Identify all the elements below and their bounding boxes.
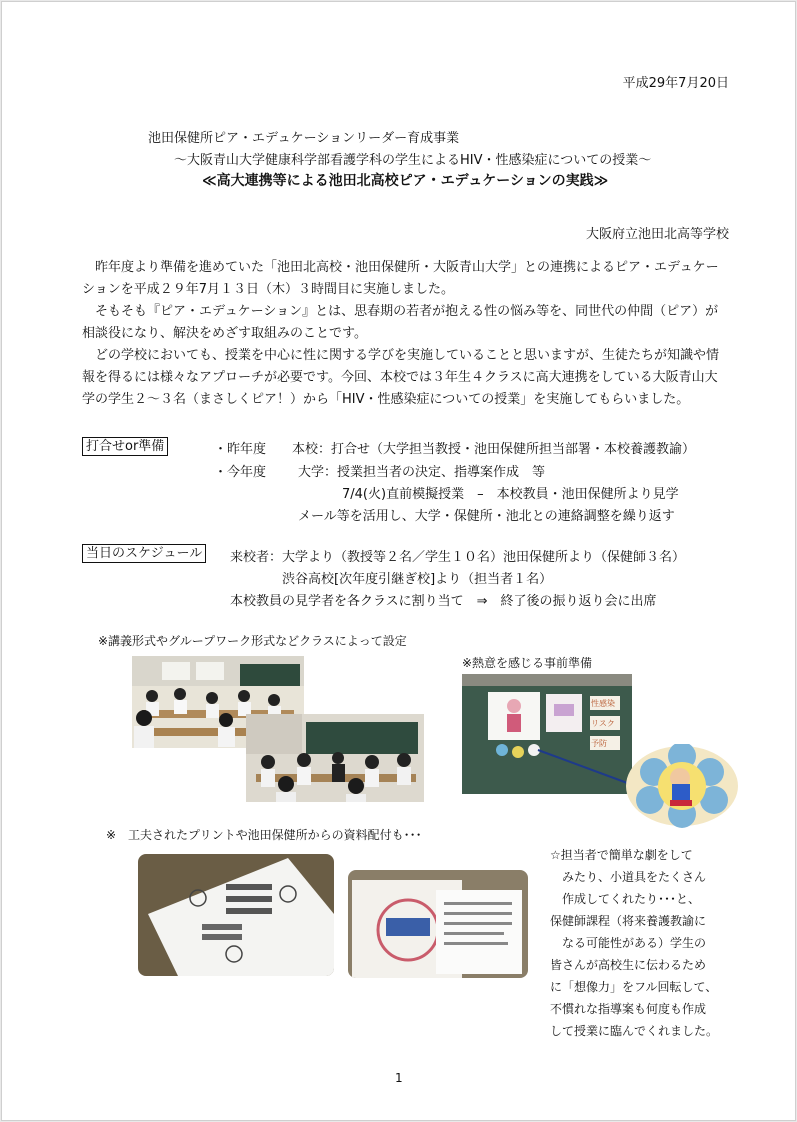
prep-label: 打合せor準備 (82, 437, 168, 456)
handout-photo-1 (138, 854, 334, 976)
para-3b: 報を得るには様々なアプローチが必要です。今回、本校では３年生４クラスに高大連携をしている大阪青山大 (82, 370, 718, 385)
note-line-9: して授業に臨んでくれました。 (550, 1024, 719, 1038)
schedule-row1: 来校者：大学より（教授等２名／学生１０名）池田保健所より（保健師３名） (230, 550, 686, 565)
character-prop-illustration (624, 744, 740, 828)
student-note (550, 844, 718, 1042)
body-text (82, 257, 732, 411)
prep-row3-text: 7/4(火)直前模擬授業 – 本校教員・池田保健所より見学 (342, 487, 679, 502)
caption-2: ※熱意を感じる事前準備 (462, 656, 593, 670)
prep-row2-text: 大学：授業担当者の決定、指導案作成 等 (298, 465, 546, 480)
document-date: 平成29年7月20日 (622, 76, 729, 91)
para-3c: 学の学生２～３名（まさしくピア！）から「HIV・性感染症についての授業」を実施してもらいました。 (82, 392, 690, 407)
poster-label-1: 性感染 (591, 699, 615, 708)
note-line-7: に「想像力」をフル回転して、 (550, 980, 718, 994)
poster-label-3: 予防 (591, 739, 607, 748)
document-page (1, 1, 796, 1121)
note-line-1: ☆担当者で簡単な劇をして (550, 848, 693, 862)
para-2a: そもそも『ピア・エデュケーション』とは、思春期の若者が抱える性の悩み等を、同世代の仲間（ピア）が (95, 304, 719, 319)
header-title: ≪高大連携等による池田北高校ピア・エデュケーションの実践≫ (202, 173, 609, 189)
page-number: 1 (395, 1071, 403, 1085)
note-line-3: 作成してくれたり･･･と、 (562, 892, 701, 906)
prep-row1-year: ・昨年度 (214, 442, 267, 457)
caption-1: ※講義形式やグループワーク形式などクラスによって設定 (98, 634, 407, 648)
caption-3: ※ 工夫されたプリントや池田保健所からの資料配付も･･･ (106, 828, 422, 842)
note-line-5: なる可能性がある）学生の (562, 936, 707, 950)
prep-row2-year: ・今年度 (214, 465, 267, 480)
schedule-label: 当日のスケジュール (82, 544, 206, 563)
para-1b: ションを平成２９年7月１３日（木）３時間目に実施しました。 (82, 282, 455, 297)
para-2b: 相談役になり、解決をめざす取組みのことです。 (82, 326, 367, 341)
note-line-2: みたり、小道具をたくさん (562, 870, 707, 884)
schedule-row3: 本校教員の見学者を各クラスに割り当て ⇒ 終了後の振り返り会に出席 (230, 594, 657, 609)
note-line-8: 不慣れな指導案も何度も作成 (550, 1002, 707, 1016)
header-line-2: ～大阪青山大学健康科学部看護学科の学生によるHIV・性感染症についての授業～ (174, 153, 652, 168)
schedule-row2: 渋谷高校[次年度引継ぎ校]より（担当者１名） (282, 572, 553, 587)
note-line-6: 皆さんが高校生に伝わるため (550, 958, 707, 972)
header-line-1: 池田保健所ピア・エデュケーションリーダー育成事業 (148, 131, 460, 146)
classroom-photo-2 (246, 714, 424, 802)
prep-row4-text: メール等を活用し、大学・保健所・池北との連絡調整を繰り返す (298, 509, 675, 524)
note-line-4: 保健師課程（将来養護教諭に (550, 914, 707, 928)
poster-board-photo (462, 674, 632, 794)
prep-row1-text: 本校：打合せ（大学担当教授・池田保健所担当部署・本校養護教諭） (292, 442, 696, 457)
handout-photo-2 (348, 870, 528, 978)
poster-label-2: リスク (591, 719, 615, 728)
para-1a: 昨年度より準備を進めていた「池田北高校・池田保健所・大阪青山大学」との連携によるピア・エデュケー (95, 260, 719, 275)
school-name: 大阪府立池田北高等学校 (585, 227, 729, 242)
para-3a: どの学校においても、授業を中心に性に関する学びを実施していることと思いますが、生徒たちが知識や情 (95, 348, 720, 363)
